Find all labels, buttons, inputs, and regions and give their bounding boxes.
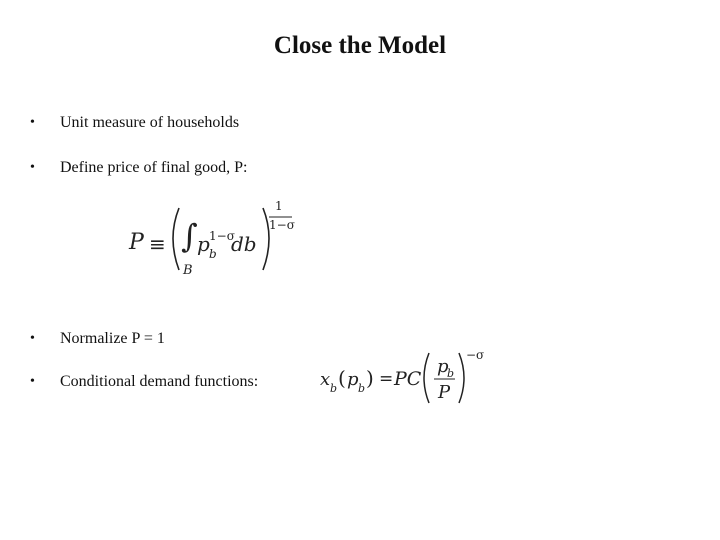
bullet-symbol: • bbox=[30, 160, 35, 175]
bullet-text: Normalize P = 1 bbox=[60, 330, 165, 347]
bullet-symbol: • bbox=[30, 331, 35, 346]
bullet-symbol: • bbox=[30, 374, 35, 389]
fraction-numerator-p: p bbox=[437, 356, 449, 377]
differential-db: db bbox=[231, 232, 257, 256]
equals-sign: = bbox=[379, 369, 394, 389]
outer-exponent-numerator: 1 bbox=[275, 199, 283, 213]
integrand-p: p bbox=[197, 232, 210, 256]
bullet-normalize bbox=[30, 327, 165, 351]
price-equation bbox=[125, 190, 315, 285]
paren-open: ( bbox=[338, 366, 346, 390]
demand-p: p bbox=[347, 369, 359, 390]
demand-equation bbox=[318, 345, 488, 410]
eq-lhs-P: P bbox=[129, 230, 144, 255]
integrand-exponent: 1−σ bbox=[209, 229, 235, 243]
slide-title: Close the Model bbox=[273, 32, 447, 59]
demand-coefficient: PC bbox=[394, 368, 422, 390]
demand-x-subscript: b bbox=[330, 382, 338, 395]
fraction-denominator-P: P bbox=[438, 382, 451, 403]
demand-exponent: −σ bbox=[466, 348, 485, 362]
bullet-text: Conditional demand functions: bbox=[60, 373, 259, 390]
demand-x: x bbox=[320, 369, 331, 390]
integrand-subscript: b bbox=[209, 247, 217, 261]
bullet-text: Unit measure of households bbox=[60, 114, 240, 131]
bullet-symbol: • bbox=[30, 115, 35, 130]
integral-sign: ∫ bbox=[181, 217, 198, 255]
bullet-define-price bbox=[30, 156, 248, 180]
fraction-numerator-subscript: b bbox=[447, 367, 455, 380]
fraction-parens bbox=[318, 345, 488, 410]
paren-close: ) bbox=[366, 366, 374, 390]
eq-identity-symbol: ≡ bbox=[149, 232, 166, 256]
bullet-conditional-demand bbox=[30, 370, 258, 394]
outer-exponent-denominator: 1−σ bbox=[269, 218, 295, 232]
integral-lower-limit: B bbox=[183, 263, 193, 278]
demand-p-subscript: b bbox=[358, 382, 366, 395]
bullet-text: Define price of final good, P: bbox=[60, 159, 248, 176]
bullet-unit-measure bbox=[30, 111, 239, 135]
